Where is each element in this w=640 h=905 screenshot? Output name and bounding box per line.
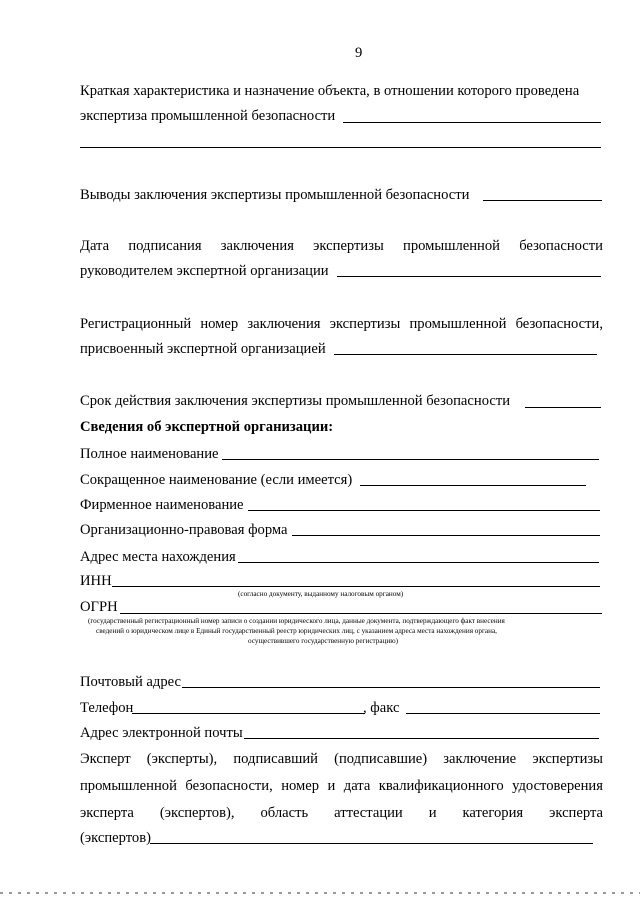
ogrn-note-line2: сведений о юридическом лице в Единый государственный реестр юридических лиц, с указанием адреса места нахождения органа,: [96, 627, 497, 635]
inn-field[interactable]: [112, 586, 600, 587]
conclusions-field[interactable]: [483, 200, 602, 201]
object-description-label-line2: экспертиза промышленной безопасности: [80, 108, 336, 124]
inn-note: (согласно документу, выданному налоговым органом): [238, 590, 404, 598]
fax-field[interactable]: [406, 713, 600, 714]
phone-field[interactable]: [132, 713, 365, 714]
ogrn-label: ОГРН: [80, 599, 118, 615]
page-number: 9: [355, 45, 363, 61]
reg-number-label-line2: присвоенный экспертной организацией: [80, 341, 326, 357]
inn-label: ИНН: [80, 573, 112, 589]
conclusions-label: Выводы заключения экспертизы промышленной безопасности: [80, 187, 470, 203]
expert-label-line2: промышленной безопасности, номер и дата квалификационного удостоверения: [80, 778, 603, 794]
validity-field[interactable]: [525, 407, 601, 408]
signing-date-field[interactable]: [337, 276, 601, 277]
ogrn-field[interactable]: [120, 613, 602, 614]
legal-form-label: Организационно-правовая форма: [80, 522, 288, 538]
email-field[interactable]: [244, 738, 599, 739]
ogrn-note-line1: (государственный регистрационный номер записи о создании юридического лица, данные документа, подтверждающего факт внесения: [88, 617, 505, 625]
validity-label: Срок действия заключения экспертизы промышленной безопасности: [80, 393, 511, 409]
expert-field[interactable]: [150, 843, 593, 844]
object-description-label-line1: Краткая характеристика и назначение объекта, в отношении которого проведена: [80, 83, 580, 99]
brand-name-field[interactable]: [248, 510, 600, 511]
postal-label: Почтовый адрес: [80, 674, 181, 690]
object-description-field-1[interactable]: [343, 122, 601, 123]
short-name-label: Сокращенное наименование (если имеется): [80, 472, 353, 488]
org-heading: Сведения об экспертной организации:: [80, 419, 334, 435]
expert-label-line1: Эксперт (эксперты), подписавший (подписавшие) заключение экспертизы: [80, 751, 603, 767]
expert-label-line4: (экспертов): [80, 830, 151, 846]
reg-number-label-line1: Регистрационный номер заключения экспертизы промышленной безопасности,: [80, 316, 603, 332]
short-name-field[interactable]: [360, 485, 586, 486]
scan-artifact: [0, 892, 640, 894]
expert-label-line3: эксперта (экспертов), область аттестации и категория эксперта: [80, 805, 603, 821]
reg-number-field[interactable]: [334, 354, 597, 355]
signing-date-label-line1: Дата подписания заключения экспертизы промышленной безопасности: [80, 238, 603, 254]
legal-form-field[interactable]: [292, 535, 600, 536]
full-name-label: Полное наименование: [80, 446, 219, 462]
postal-field[interactable]: [182, 687, 600, 688]
signing-date-label-line2: руководителем экспертной организации: [80, 263, 329, 279]
address-label: Адрес места нахождения: [80, 549, 236, 565]
fax-label: , факс: [363, 700, 400, 716]
object-description-field-2[interactable]: [80, 147, 601, 148]
address-field[interactable]: [238, 562, 599, 563]
email-label: Адрес электронной почты: [80, 725, 243, 741]
full-name-field[interactable]: [222, 459, 599, 460]
ogrn-note-line3: осуществившего государственную регистрацию): [248, 637, 398, 645]
brand-name-label: Фирменное наименование: [80, 497, 244, 513]
phone-label: Телефон: [80, 700, 134, 716]
